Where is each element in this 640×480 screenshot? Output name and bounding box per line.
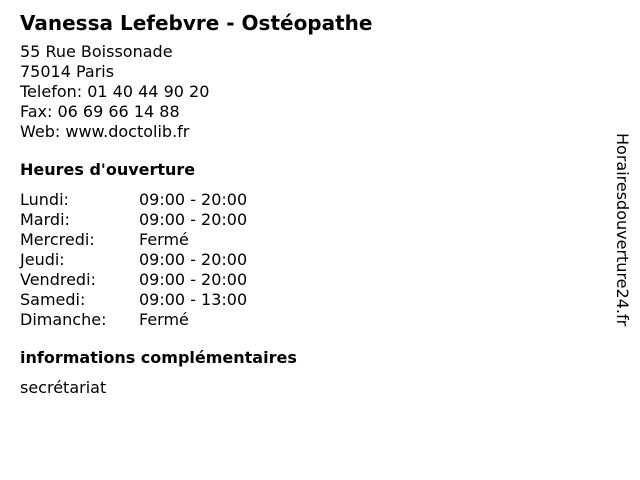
phone-number: Telefon: 01 40 44 90 20 [20, 82, 210, 101]
hours-day: Lundi: [20, 190, 69, 209]
hours-time: 09:00 - 20:00 [139, 250, 248, 269]
hours-time: 09:00 - 20:00 [139, 190, 248, 209]
hours-day: Jeudi: [20, 250, 65, 269]
address-street: 55 Rue Boissonade [20, 42, 173, 61]
fax-number: Fax: 06 69 66 14 88 [20, 102, 180, 121]
hours-row [20, 310, 600, 330]
address-block [20, 42, 600, 142]
hours-time: Fermé [139, 230, 189, 249]
watermark [612, 133, 636, 373]
hours-row [20, 190, 600, 210]
hours-row [20, 210, 600, 230]
hours-day: Mercredi: [20, 230, 95, 249]
hours-time: Fermé [139, 310, 189, 329]
hours-day: Samedi: [20, 290, 86, 309]
website: Web: www.doctolib.fr [20, 122, 190, 141]
hours-day: Mardi: [20, 210, 70, 229]
hours-row [20, 250, 600, 270]
hours-row [20, 270, 600, 290]
hours-time: 09:00 - 20:00 [139, 270, 248, 289]
business-title: Vanessa Lefebvre - Ostéopathe [20, 11, 373, 35]
hours-day: Vendredi: [20, 270, 96, 289]
address-city: 75014 Paris [20, 62, 115, 81]
hours-time: 09:00 - 13:00 [139, 290, 248, 309]
hours-row [20, 290, 600, 310]
hours-time: 09:00 - 20:00 [139, 210, 248, 229]
hours-table [20, 190, 600, 330]
business-card [20, 10, 600, 398]
hours-day: Dimanche: [20, 310, 107, 329]
watermark-text: Horairesdouverture24.fr [613, 133, 632, 327]
info-heading: informations complémentaires [20, 348, 297, 367]
info-text: secrétariat [20, 378, 107, 397]
hours-row [20, 230, 600, 250]
hours-heading: Heures d'ouverture [20, 160, 196, 179]
